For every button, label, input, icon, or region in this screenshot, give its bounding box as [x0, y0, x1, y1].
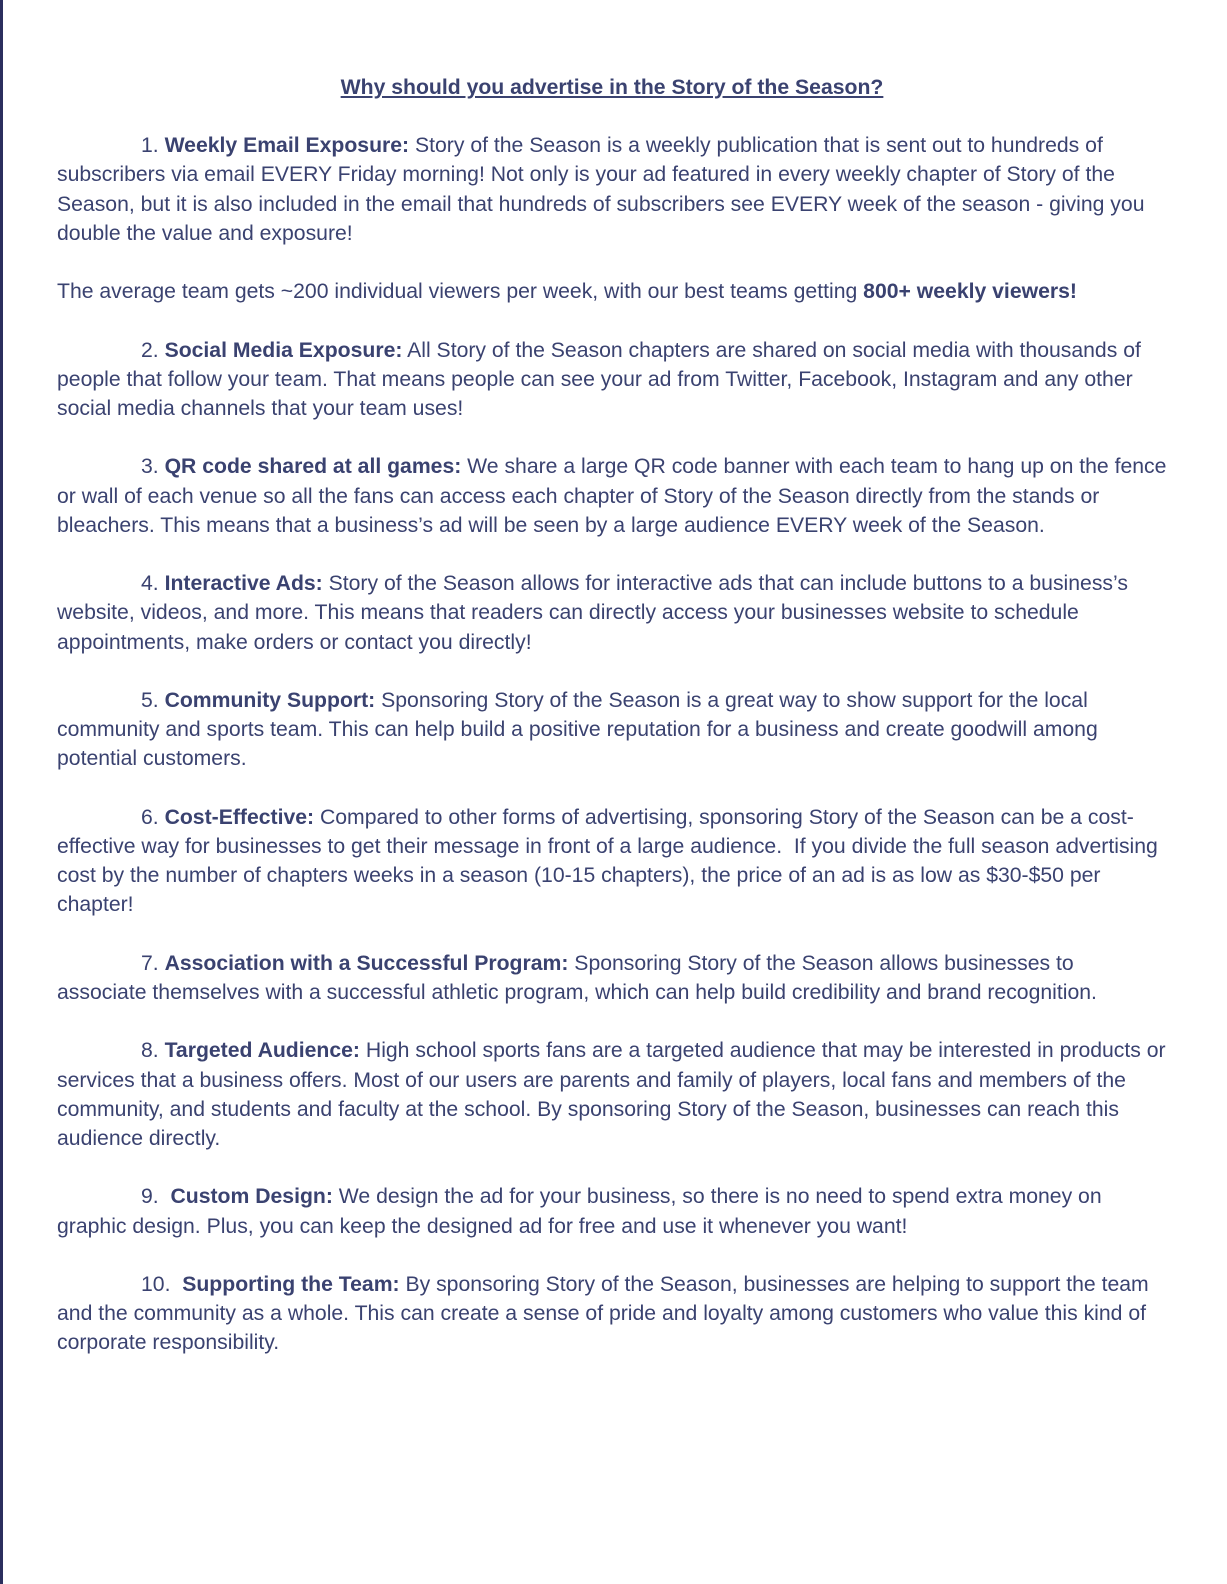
- item-number: 6.: [141, 805, 165, 829]
- item-text: Sponsoring Story of the Season allows businesses to associate themselves with a successful athletic program, which can help build credibility and brand recognition.: [57, 951, 1097, 1004]
- item-text: All Story of the Season chapters are shared on social media with thousands of people that follow your team. That means people can see your ad from Twitter, Facebook, Instagram and any other social media channels that your team uses!: [57, 338, 1147, 420]
- item-heading: Social Media Exposure:: [164, 338, 403, 362]
- item-heading: Cost-Effective:: [164, 805, 315, 829]
- document-title: Why should you advertise in the Story of the Season?: [340, 76, 884, 99]
- viewers-note: [57, 277, 1167, 306]
- list-item-5: [57, 686, 1167, 774]
- list-item-9: [57, 1182, 1167, 1240]
- list-item-3: [57, 452, 1173, 540]
- item-text: Story of the Season is a weekly publication that is sent out to hundreds of subscribers via email EVERY Friday morning! Not only is your ad featured in every weekly chapter of Story of the Season, but it is also included in the email that hundreds of subscribers see EVERY week of the season - giving you double the value and exposure!: [57, 134, 1151, 245]
- item-heading: Association with a Successful Program:: [164, 951, 569, 975]
- item-text: We design the ad for your business, so there is no need to spend extra money on graphic design. Plus, you can keep the designed ad for free and use it whenever you want!: [57, 1185, 1108, 1238]
- document-page: [57, 73, 1173, 1387]
- page-left-border: [0, 0, 3, 1584]
- list-item-6: [57, 803, 1167, 920]
- item-number: 4.: [141, 572, 165, 596]
- item-number: 9.: [141, 1185, 171, 1209]
- item-text: High school sports fans are a targeted audience that may be interested in products or services that a business offers. Most of our users are parents and family of players, local fans and members of the community, and students and faculty at the school. By sponsoring Story of the Season, businesses can reach this audience directly.: [57, 1039, 1172, 1150]
- list-item-7: [57, 949, 1167, 1007]
- item-number: 3.: [141, 455, 165, 479]
- list-item-2: [57, 336, 1167, 424]
- item-heading: Custom Design:: [170, 1185, 333, 1209]
- item-text: By sponsoring Story of the Season, businesses are helping to support the team and the community as a whole. This can create a sense of pride and loyalty among customers who value this kind of corporate responsibility.: [57, 1272, 1155, 1355]
- item-heading: Supporting the Team:: [182, 1272, 400, 1296]
- item-heading: Community Support:: [164, 688, 376, 712]
- viewers-note-text: The average team gets ~200 individual viewers per week, with our best teams getting: [57, 280, 864, 304]
- item-number: 10.: [141, 1272, 183, 1296]
- item-number: 8.: [141, 1039, 165, 1063]
- item-heading: Weekly Email Exposure:: [164, 134, 410, 158]
- item-heading: QR code shared at all games:: [164, 455, 462, 479]
- item-text: Sponsoring Story of the Season is a great way to show support for the local community and sports team. This can help build a positive reputation for a business and create goodwill among potential customers.: [57, 688, 1104, 771]
- item-text: Compared to other forms of advertising, sponsoring Story of the Season can be a cost-effective way for businesses to get their message in front of a large audience. If you divide the full season advertising cost by the number of chapters weeks in a season (10-15 chapters), the price of an ad is as low as $30-$50 per chapter!: [57, 805, 1164, 917]
- list-item-10: [57, 1270, 1167, 1358]
- item-text: We share a large QR code banner with each team to hang up on the fence or wall of each venue so all the fans can access each chapter of Story of the Season directly from the stands or bleachers. This means that a business’s ad will be seen by a large audience EVERY week of the Season.: [57, 455, 1173, 537]
- item-heading: Targeted Audience:: [164, 1039, 360, 1063]
- list-item-1: [57, 131, 1167, 248]
- item-number: 7.: [141, 951, 165, 975]
- item-number: 2.: [141, 338, 165, 362]
- item-text: Story of the Season allows for interactive ads that can include buttons to a business’s website, videos, and more. This means that readers can directly access your businesses website to schedule appointments, make orders or contact you directly!: [57, 572, 1134, 654]
- item-heading: Interactive Ads:: [164, 572, 323, 596]
- viewers-note-bold: 800+ weekly viewers!: [863, 280, 1077, 304]
- list-item-8: [57, 1036, 1172, 1153]
- list-item-4: [57, 569, 1167, 657]
- item-number: 1.: [141, 134, 165, 158]
- item-number: 5.: [141, 688, 165, 712]
